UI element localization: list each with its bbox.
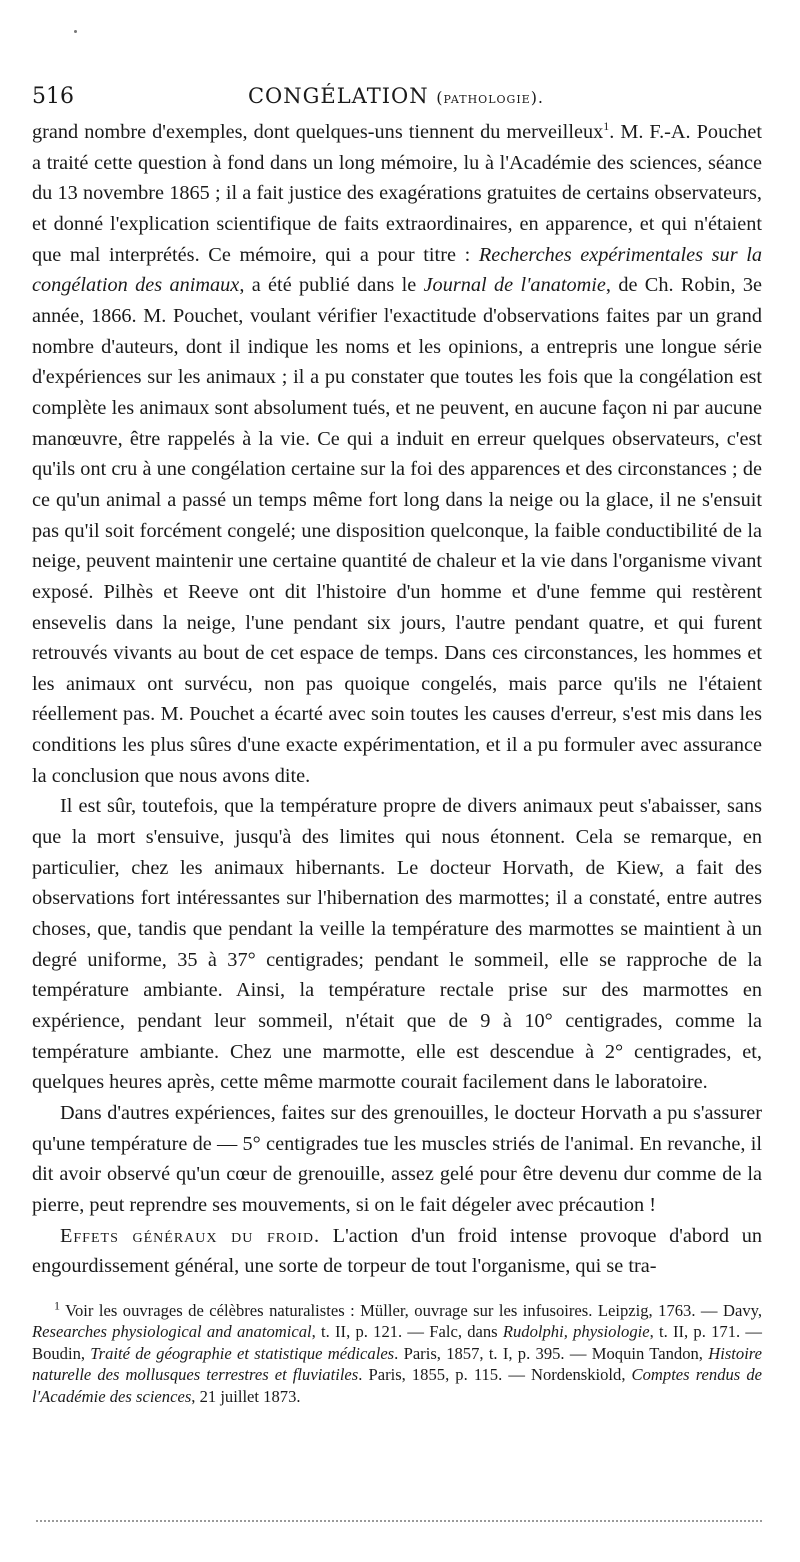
body-text [32,117,762,1282]
paragraph-1 [32,117,762,791]
text-segment: Voir les ouvrages de célèbres naturalistes : Müller, ouvrage sur les infusoires. Leipzig, 1763. — Davy, [65,1301,762,1320]
print-speck [74,30,77,33]
text-segment: Effets généraux du froid. [60,1224,321,1247]
text-segment: Il est sûr, toutefois, que la température propre de divers animaux peut s'abaisser, sans que la mort s'ensuive, jusqu'à des limites qui nous étonnent. Cela se remarque, en particulier, chez les animaux hibernants. Le docteur Horvath, de Kiew, a fait des observations fort intéressantes sur l'hibernation des marmottes; il a constaté, entre autres choses, que, tandis que pendant la veille la température des marmottes se maintient à un degré uniforme, 35 à 37° centigrades; pendant le sommeil, elle se rapproche de la température ambiante. Ainsi, la température rectale prise sur des marmottes en expérience, pendant leur sommeil, n'était que de 9 à 10° centigrades, comme la température ambiante. Chez une marmotte, elle est descendue à 2° centigrades, et, quelques heures après, cette même marmotte courait facilement dans le laboratoire. [32,795,762,1094]
page-number: 516 [32,84,74,109]
running-header [32,84,760,114]
text-segment: Comptes rendus de l'Académie des sciences [32,1365,762,1406]
paragraph-2 [32,791,762,1098]
text-segment: Histoire naturelle des mollusques terrestres et fluviatiles [32,1343,763,1385]
text-segment: Rudolphi, physiologie [502,1322,650,1342]
text-segment: . Paris, 1857, t. I, p. 395. — Moquin Tandon, [394,1343,709,1363]
text-segment: Journal de l'anatomie [423,274,606,297]
paragraph-3 [32,1098,762,1221]
footnotes [32,1300,762,1407]
text-segment: Traité de géographie et statistique médicales [90,1343,395,1363]
text-segment: , de Ch. Robin, 3e année, 1866. M. Pouchet, voulant vérifier l'exactitude d'observations faites par un grand nombre d'auteurs, dont il indique les noms et les opinions, a entrepris une longue série d'expériences sur les animaux ; il a pu constater que toutes les fois que la congélation est complète les animaux sont absolument tués, et ne peuvent, en aucune façon ni par aucune manœuvre, être rappelés à la vie. Ce qui a induit en erreur quelques observateurs, c'est qu'ils ont cru à une congélation certaine sur la foi des apparences et des circonstances ; de ce qu'un animal a passé un temps même fort long dans la neige ou la glace, il ne s'ensuit pas qu'il soit forcément congelé; une disposition quelconque, la faible conductibilité de la neige, peuvent maintenir une certaine quantité de chaleur et la vie dans l'organisme vivant exposé. Pilhès et Reeve ont dit l'histoire d'un homme et d'une femme qui restèrent ensevelis dans la neige, l'une pendant six jours, l'autre pendant quatre, et qui furent retrouvés vivants au bout de cet espace de temps. Dans ces circonstances, les hommes et les animaux ont survécu, non pas quoique congelés, mais parce qu'ils ne l'étaient réellement pas. M. Pouchet a écarté avec soin toutes les causes d'erreur, s'est mis dans les conditions les plus sûres d'une exacte expérimentation, et il a pu formuler avec assurance la conclusion que nous avons dite. [32,274,762,787]
bottom-rule [36,1520,762,1522]
running-title [32,84,760,108]
text-segment: L'action d'un froid intense provoque d'abord un engourdissement général, une sorte de torpeur de tout l'organisme, qui se tra- [32,1224,762,1278]
running-title-main: CONGÉLATION [247,84,429,108]
footnote-marker: 1 [54,1298,60,1313]
text-segment: 1 [603,119,610,134]
text-segment: , t. II, p. 121. — Falc, dans [311,1322,503,1342]
paragraph-4-section-lead [32,1221,762,1282]
footnote-text [32,1301,762,1406]
text-segment: , 21 juillet 1873. [191,1386,301,1406]
text-segment: Dans d'autres expériences, faites sur des grenouilles, le docteur Horvath a pu s'assurer qu'une température de — 5° centigrades tue les muscles striés de l'animal. En revanche, il dit avoir observé qu'un cœur de grenouille, assez gelé pour être devenu dur comme de la pierre, peut reprendre ses mouvements, si on le fait dégeler avec précaution ! [32,1102,762,1216]
text-segment: Researches physiological and anatomical [32,1322,312,1342]
text-segment: . M. F.-A. Pouchet a traité cette question à fond dans un long mémoire, lu à l'Académie des sciences, séance du 13 novembre 1865 ; il a fait justice des exagérations gratuites de certains observateurs, et donné l'explication scientifique de faits extraordinaires, en apparence, et qui n'étaient que mal interprétés. Ce mémoire, qui a pour titre : [32,121,762,266]
text-segment: . Paris, 1855, p. 115. — Nordenskiold, [358,1365,632,1385]
running-title-sub: (pathologie). [436,88,545,107]
text-segment: grand nombre d'exemples, dont quelques-uns tiennent du merveilleux [32,121,604,143]
text-segment: Recherches expérimentales sur la congélation des animaux [32,243,763,297]
text-segment: , t. II, p. 171. — Boudin, [32,1322,762,1363]
footnote-1 [32,1300,762,1407]
text-segment: , a été publié dans le [239,274,424,297]
